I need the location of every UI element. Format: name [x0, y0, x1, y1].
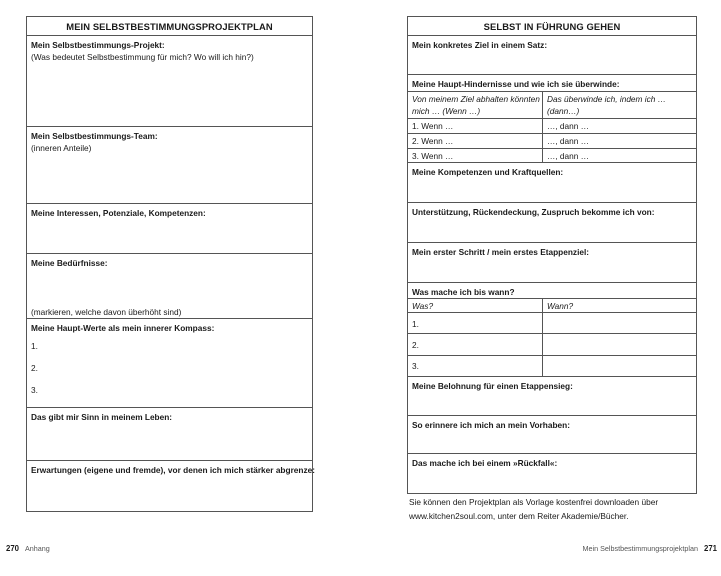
- schedule-row-divider-1: [408, 312, 696, 313]
- right-page-footer: [583, 544, 717, 553]
- obstacles-col2-header-line1: Das überwinde ich, indem ich …: [547, 94, 666, 104]
- obstacles-label: Meine Haupt-Hindernisse und wie ich sie überwinde:: [412, 79, 620, 89]
- schedule-header-divider: [408, 298, 696, 299]
- first-step-label: Mein erster Schritt / mein erstes Etappenziel:: [412, 247, 590, 257]
- goal-field[interactable]: [408, 35, 696, 74]
- obstacle-then-3[interactable]: …, dann …: [547, 151, 589, 161]
- right-form-title: SELBST IN FÜHRUNG GEHEN: [483, 21, 621, 32]
- obstacles-row-divider-1: [408, 118, 696, 119]
- expectations-label: Erwartungen (eigene und fremde), vor denen ich mich stärker abgrenze:: [31, 465, 316, 475]
- left-page-footer: [6, 544, 50, 553]
- interests-label: Meine Interessen, Potenziale, Kompetenzen:: [31, 208, 206, 218]
- schedule-item-1[interactable]: 1.: [412, 319, 419, 329]
- resources-field[interactable]: [408, 162, 696, 202]
- selbst-in-fuehrung-form: [407, 16, 697, 494]
- schedule-col-when: Wann?: [547, 301, 574, 311]
- left-page-number: 270: [6, 544, 20, 553]
- needs-field[interactable]: [27, 253, 312, 318]
- values-field[interactable]: [27, 318, 312, 407]
- goal-label: Mein konkretes Ziel in einem Satz:: [412, 40, 548, 50]
- download-note-line-2[interactable]: www.kitchen2soul.com, unter dem Reiter Akademie/Bücher.: [409, 510, 629, 521]
- project-label: Mein Selbstbestimmungs-Projekt:: [31, 40, 165, 50]
- meaning-label: Das gibt mir Sinn in meinem Leben:: [31, 412, 173, 422]
- values-label: Meine Haupt-Werte als mein innerer Kompass:: [31, 323, 215, 333]
- schedule-column-divider: [542, 298, 543, 377]
- download-note: [409, 496, 658, 523]
- obstacles-row-divider-3: [408, 148, 696, 149]
- right-form-header: [408, 17, 696, 35]
- reminder-label: So erinnere ich mich an mein Vorhaben:: [412, 420, 570, 430]
- support-field[interactable]: [408, 202, 696, 242]
- values-item-3: 3.: [31, 385, 38, 395]
- team-hint: (inneren Anteile): [31, 143, 92, 153]
- schedule-row-divider-3: [408, 355, 696, 356]
- expectations-field[interactable]: [27, 460, 316, 513]
- values-item-2: 2.: [31, 363, 38, 373]
- team-label: Mein Selbstbestimmungs-Team:: [31, 131, 158, 141]
- relapse-field[interactable]: [408, 453, 696, 495]
- obstacles-header-divider: [408, 91, 696, 92]
- schedule-item-2[interactable]: 2.: [412, 340, 419, 350]
- schedule-label: Was mache ich bis wann?: [412, 287, 515, 297]
- right-page-number: 271: [703, 544, 717, 553]
- team-field[interactable]: [27, 126, 312, 203]
- project-field[interactable]: [27, 35, 312, 126]
- obstacle-when-3[interactable]: 3. Wenn …: [412, 151, 454, 161]
- support-label: Unterstützung, Rückendeckung, Zuspruch bekomme ich von:: [412, 207, 655, 217]
- left-page-section: Anhang: [25, 544, 50, 553]
- reminder-field[interactable]: [408, 415, 696, 453]
- needs-hint: (markieren, welche davon überhöht sind): [31, 307, 182, 317]
- obstacles-col1-header-line2: mich … (Wenn …): [412, 106, 481, 116]
- values-item-1: 1.: [31, 341, 38, 351]
- obstacles-column-divider: [542, 91, 543, 163]
- obstacles-col1-header-line1: Von meinem Ziel abhalten könnten: [412, 94, 540, 104]
- schedule-table: [408, 282, 696, 376]
- left-form-header: [27, 17, 312, 35]
- selbstbestimmungsprojektplan-form: [26, 16, 316, 512]
- relapse-label: Das mache ich bei einem »Rückfall«:: [412, 458, 558, 468]
- first-step-field[interactable]: [408, 242, 696, 282]
- obstacles-col2-header-line2: (dann…): [547, 106, 580, 116]
- project-hint: (Was bedeutet Selbstbestimmung für mich? Wo will ich hin?): [31, 52, 254, 62]
- obstacle-then-1[interactable]: …, dann …: [547, 121, 589, 131]
- reward-field[interactable]: [408, 376, 696, 415]
- download-note-line-1: Sie können den Projektplan als Vorlage kostenfrei downloaden über: [409, 497, 659, 507]
- schedule-col-what: Was?: [412, 301, 434, 311]
- schedule-item-3[interactable]: 3.: [412, 361, 419, 371]
- resources-label: Meine Kompetenzen und Kraftquellen:: [412, 167, 564, 177]
- left-form-title: MEIN SELBSTBESTIMMUNGSPROJEKTPLAN: [66, 21, 273, 32]
- reward-label: Meine Belohnung für einen Etappensieg:: [412, 381, 573, 391]
- schedule-row-divider-2: [408, 333, 696, 334]
- meaning-field[interactable]: [27, 407, 312, 460]
- obstacle-then-2[interactable]: …, dann …: [547, 136, 589, 146]
- obstacle-when-1[interactable]: 1. Wenn …: [412, 121, 454, 131]
- obstacles-table: [408, 74, 696, 162]
- needs-label: Meine Bedürfnisse:: [31, 258, 108, 268]
- interests-field[interactable]: [27, 203, 312, 253]
- right-page-section: Mein Selbstbestimmungsprojektplan: [582, 544, 698, 553]
- obstacle-when-2[interactable]: 2. Wenn …: [412, 136, 454, 146]
- obstacles-row-divider-2: [408, 133, 696, 134]
